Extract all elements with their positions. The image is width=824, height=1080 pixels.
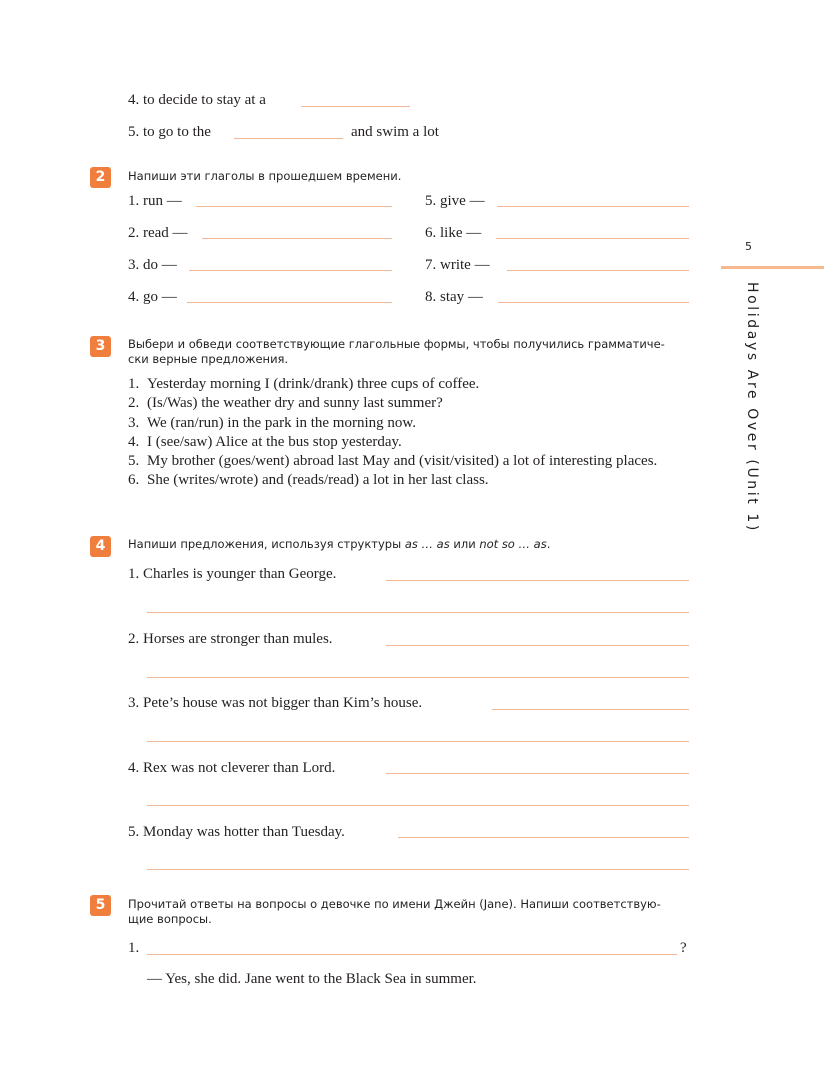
verb-item: 1. run — xyxy=(128,193,182,209)
answer-line[interactable] xyxy=(497,206,689,207)
answer-line[interactable] xyxy=(492,709,689,710)
sentence-text: 2. Horses are stronger than mules. xyxy=(128,631,333,647)
answer-line[interactable] xyxy=(147,741,689,742)
sentence-item xyxy=(128,394,689,413)
question-number: 1. xyxy=(128,940,140,956)
task-number-badge: 3 xyxy=(90,336,111,357)
verb-item: 6. like — xyxy=(425,225,482,241)
task1-item-4-text: 4. to decide to stay at a xyxy=(128,92,266,108)
sentence-item xyxy=(128,452,689,471)
answer-line[interactable] xyxy=(202,238,392,239)
sentence-text: 4. Rex was not cleverer than Lord. xyxy=(128,760,336,776)
item-text[interactable]: (Is/Was) the weather dry and sunny last summer? xyxy=(147,395,443,412)
task-number-badge: 2 xyxy=(90,167,111,188)
sentence-item xyxy=(128,471,689,490)
answer-line[interactable] xyxy=(196,206,392,207)
sentence-item xyxy=(128,414,689,433)
item-number: 3. xyxy=(128,414,140,431)
task5-instruction-line1: Прочитай ответы на вопросы о девочке по имени Джейн (Jane). Напиши соответствую- xyxy=(128,897,661,911)
answer-line[interactable] xyxy=(147,805,689,806)
item-text[interactable]: I (see/saw) Alice at the bus stop yesterday. xyxy=(147,433,402,450)
answer-line[interactable] xyxy=(301,106,410,107)
sentence-text: 3. Pete’s house was not bigger than Kim’s house. xyxy=(128,695,423,711)
item-text[interactable]: My brother (goes/went) abroad last May and (visit/visited) a lot of interesting places. xyxy=(147,453,658,470)
task2-instruction: Напиши эти глаголы в прошедшем времени. xyxy=(128,169,402,183)
answer-line[interactable] xyxy=(147,869,689,870)
task3-instruction-line2: ски верные предложения. xyxy=(128,352,289,366)
task-number-badge: 5 xyxy=(90,895,111,916)
sentence-item xyxy=(128,433,689,452)
task-number-badge: 4 xyxy=(90,536,111,557)
verb-item: 4. go — xyxy=(128,289,177,305)
instruction-text: Напиши предложения, используя структуры xyxy=(128,537,405,551)
answer-line[interactable] xyxy=(496,238,689,239)
verb-item: 2. read — xyxy=(128,225,188,241)
answer-line[interactable] xyxy=(386,580,689,581)
answer-line[interactable] xyxy=(147,954,677,955)
structure-as-as: as … as xyxy=(404,537,450,551)
answer-line[interactable] xyxy=(398,837,689,838)
instruction-text: или xyxy=(449,537,480,551)
answer-line[interactable] xyxy=(147,612,689,613)
task1-item-5-text: 5. to go to the xyxy=(128,124,211,140)
item-number: 2. xyxy=(128,395,140,412)
running-title: Holidays Are Over (Unit 1) xyxy=(744,282,760,533)
task3-sentence-list xyxy=(128,375,689,491)
verb-item: 8. stay — xyxy=(425,289,483,305)
item-number: 4. xyxy=(128,433,140,450)
item-text[interactable]: Yesterday morning I (drink/drank) three cups of coffee. xyxy=(147,376,480,392)
verb-item: 3. do — xyxy=(128,257,177,273)
task5-instruction-line2: щие вопросы. xyxy=(128,912,212,926)
question-mark: ? xyxy=(680,940,687,956)
item-number: 1. xyxy=(128,376,140,392)
task3-instruction-line1: Выбери и обведи соответствующие глагольные формы, чтобы получились грамматиче- xyxy=(128,337,665,351)
answer-line[interactable] xyxy=(386,645,689,646)
answer-line[interactable] xyxy=(234,138,343,139)
item-number: 5. xyxy=(128,453,140,470)
answer-line[interactable] xyxy=(189,270,392,271)
item-number: 6. xyxy=(128,472,140,489)
item-text[interactable]: We (ran/run) in the park in the morning now. xyxy=(147,414,416,431)
answer-line[interactable] xyxy=(507,270,689,271)
answer-text: — Yes, she did. Jane went to the Black Sea in summer. xyxy=(147,971,477,987)
side-divider xyxy=(721,266,824,269)
answer-line[interactable] xyxy=(187,302,392,303)
answer-line[interactable] xyxy=(498,302,689,303)
task3-instruction xyxy=(128,337,688,367)
answer-line[interactable] xyxy=(386,773,689,774)
task4-instruction xyxy=(128,537,688,552)
sentence-text: 5. Monday was hotter than Tuesday. xyxy=(128,824,345,840)
instruction-text: . xyxy=(546,537,551,551)
page-number: 5 xyxy=(745,240,752,253)
answer-line[interactable] xyxy=(147,677,689,678)
verb-item: 7. write — xyxy=(425,257,490,273)
structure-not-so-as: not so … as xyxy=(479,537,547,551)
task5-instruction xyxy=(128,897,688,927)
item-text[interactable]: She (writes/wrote) and (reads/read) a lot in her last class. xyxy=(147,472,489,489)
sentence-item xyxy=(128,375,689,394)
task1-item-5-after: and swim a lot xyxy=(351,124,439,140)
sentence-text: 1. Charles is younger than George. xyxy=(128,566,337,582)
verb-item: 5. give — xyxy=(425,193,485,209)
